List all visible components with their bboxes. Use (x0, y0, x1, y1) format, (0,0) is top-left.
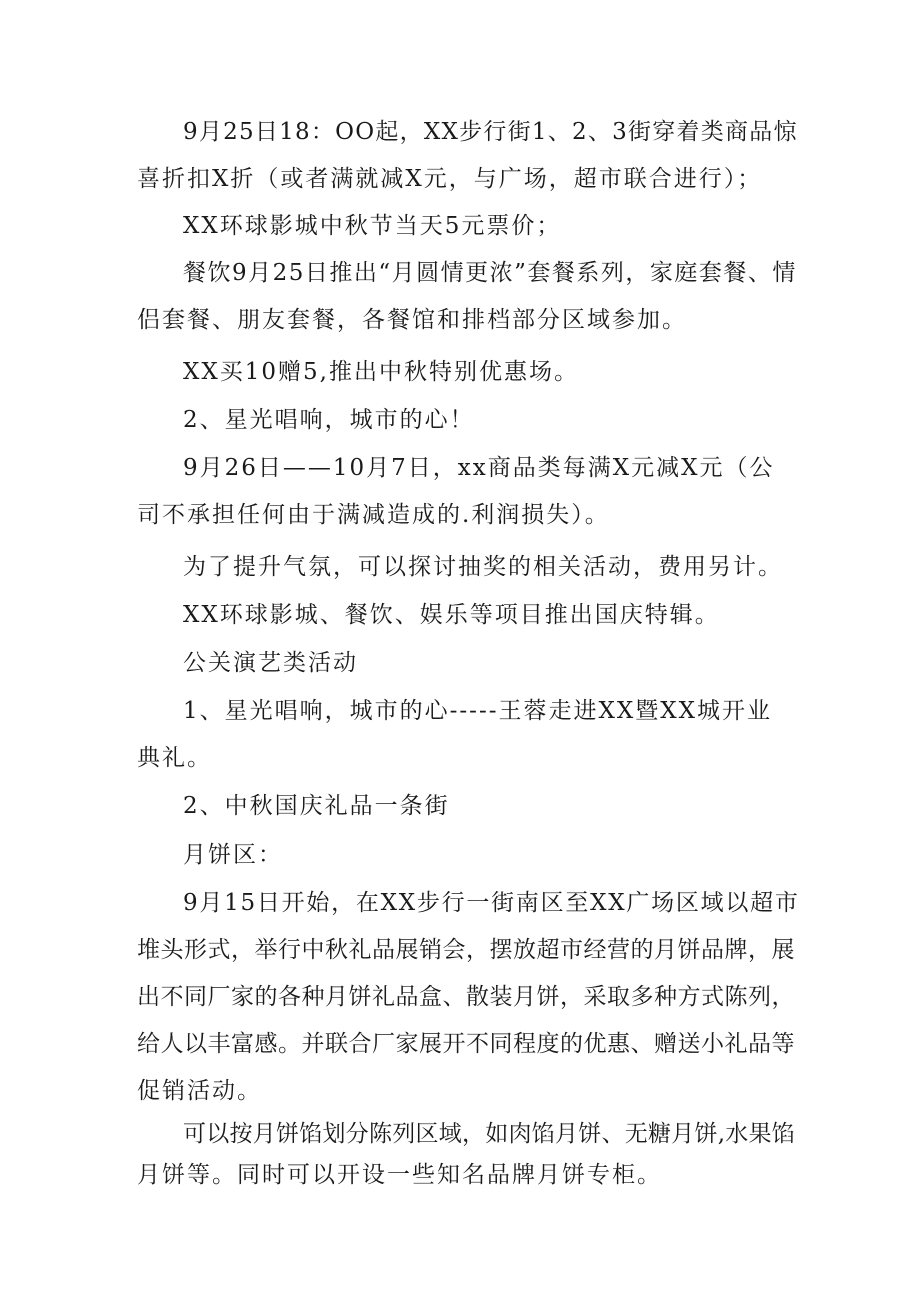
section-heading: 2、星光唱响，城市的心！ (183, 407, 475, 433)
paragraph-line: 堆头形式，举行中秋礼品展销会，摆放超市经营的月饼品牌，展 (137, 937, 795, 963)
paragraph-line: 典礼。 (137, 745, 212, 771)
paragraph-line: XX买10赠5,推出中秋特别优惠场。 (183, 359, 579, 385)
paragraph-line: 侣套餐、朋友套餐，各餐馆和排档部分区域参加。 (137, 307, 687, 333)
paragraph-line: 1、星光唱响，城市的心-----王蓉走进XX暨XX城开业 (183, 698, 772, 724)
paragraph-line: 为了提升气氛，可以探讨抽奖的相关活动，费用另计。 (183, 554, 783, 580)
section-heading: 月饼区： (183, 842, 283, 868)
paragraph-line: XX环球影城、餐饮、娱乐等项目推出国庆特辑。 (183, 602, 720, 628)
paragraph-line: 9月15日开始，在XX步行一街南区至XX广场区域以超市 (183, 890, 800, 916)
paragraph-line: 餐饮9月25日推出“月圆情更浓”套餐系列，家庭套餐、情 (183, 260, 797, 286)
paragraph-line: 可以按月饼馅划分陈列区域，如肉馅月饼、无糖月饼,水果馅 (183, 1121, 796, 1147)
paragraph-line: 司不承担任何由于满减造成的.利润损失）。 (137, 502, 610, 528)
paragraph-line: XX环球影城中秋节当天5元票价； (183, 213, 562, 239)
section-heading: 公关演艺类活动 (183, 650, 358, 676)
paragraph-line: 促销活动。 (137, 1078, 262, 1104)
paragraph-line: 月饼等。同时可以开设一些知名品牌月饼专柜。 (137, 1162, 662, 1188)
paragraph-line: 9月26日——10月7日，xx商品类每满X元减X元（公 (183, 455, 775, 481)
paragraph-line: 给人以丰富感。并联合厂家展开不同程度的优惠、赠送小礼品等 (137, 1031, 795, 1057)
paragraph-line: 喜折扣X折（或者满就减X元，与广场，超市联合进行）； (137, 166, 763, 192)
paragraph-line: 出不同厂家的各种月饼礼品盒、散装月饼，采取多种方式陈列， (137, 984, 795, 1010)
section-heading: 2、中秋国庆礼品一条街 (183, 793, 450, 819)
paragraph-line: 9月25日18：OO起，XX步行街1、2、3街穿着类商品惊 (183, 119, 798, 145)
